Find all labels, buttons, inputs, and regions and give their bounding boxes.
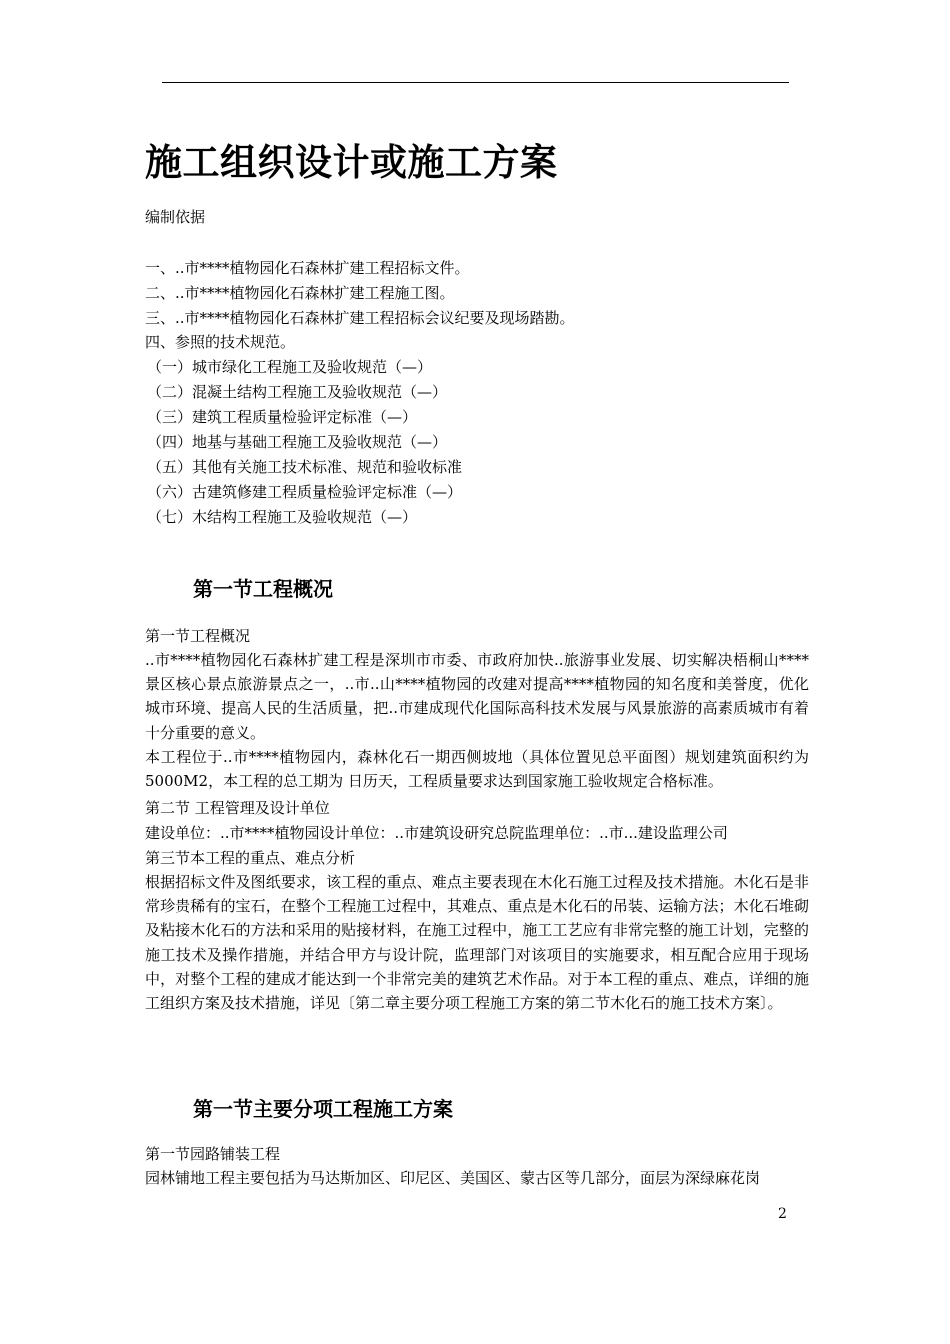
- standard-item: （五）其他有关施工技术标准、规范和验收标准: [147, 458, 463, 476]
- standard-item: （七）木结构工程施工及验收规范（—）: [147, 508, 418, 526]
- section-subheading: 第三节本工程的重点、难点分析: [145, 849, 356, 867]
- standard-item: （一）城市绿化工程施工及验收规范（—）: [147, 358, 433, 376]
- document-title: 施工组织设计或施工方案: [145, 140, 558, 184]
- standard-item: （六）古建筑修建工程质量检验评定标准（—）: [147, 483, 463, 501]
- basis-item: 三、..市****植物园化石森林扩建工程招标会议纪要及现场踏勘。: [145, 309, 575, 327]
- standard-item: （二）混凝土结构工程施工及验收规范（—）: [147, 383, 448, 401]
- paragraph: 本工程位于..市****植物园内，森林化石一期西侧坡地（具体位置见总平面图）规划建筑面积约为5000M2，本工程的总工期为 日历天，工程质量要求达到国家施工验收规定合格标准。: [145, 748, 809, 791]
- paragraph: 园林铺地工程主要包括为马达斯加区、印尼区、美国区、蒙古区等几部分，面层为深绿麻花岗: [145, 1169, 761, 1187]
- header-rule: [162, 82, 789, 83]
- paragraph: 根据招标文件及图纸要求，该工程的重点、难点主要表现在木化石施工过程及技术措施。木化石是非常珍贵稀有的宝石，在整个工程施工过程中，其难点、重点是木化石的吊装、运输方法；木化石堆砌及粘接木化石的方法和采用的贴接材料，在施工过程中，施工工艺应有非常完整的施工计划，完整的施工技术及操作措施，并结合甲方与设计院，监理部门对该项目的实施要求，相互配合应用于现场中，对整个工程的建成才能达到一个非常完美的建筑艺术作品。对于本工程的重点、难点，详细的施工组织方案及技术措施，详见〔第二章主要分项工程施工方案的第二节木化石的施工技术方案〕。: [145, 873, 809, 1013]
- basis-item: 一、..市****植物园化石森林扩建工程招标文件。: [145, 259, 470, 277]
- paragraph: ..市****植物园化石森林扩建工程是深圳市市委、市政府加快..旅游事业发展、切实解决梧桐山****景区核心景点旅游景点之一，..市..山****植物园的改建对提高****植物园的知名度和美誉度，优化城市环境、提高人民的生活质量，把..市建成现代化国际高科技术发展与风景旅游的高素质城市有着十分重要的意义。: [145, 651, 809, 742]
- section-subheading: 第一节工程概况: [145, 627, 251, 645]
- standard-item: （三）建筑工程质量检验评定标准（—）: [147, 408, 418, 426]
- basis-item: 二、..市****植物园化石森林扩建工程施工图。: [145, 284, 455, 302]
- units-line: 建设单位：..市****植物园设计单位：..市建筑设研究总院监理单位：..市...建设监理公司: [145, 824, 728, 842]
- section-subheading: 第二节 工程管理及设计单位: [145, 799, 330, 817]
- standard-item: （四）地基与基础工程施工及验收规范（—）: [147, 433, 448, 451]
- basis-heading: 编制依据: [145, 208, 206, 226]
- section-subheading: 第一节园路铺装工程: [145, 1145, 281, 1163]
- section-heading: 第一节主要分项工程施工方案: [193, 1097, 453, 1121]
- basis-item: 四、参照的技术规范。: [145, 333, 296, 351]
- page-number: 2: [778, 1206, 787, 1222]
- section-heading: 第一节工程概况: [193, 577, 333, 601]
